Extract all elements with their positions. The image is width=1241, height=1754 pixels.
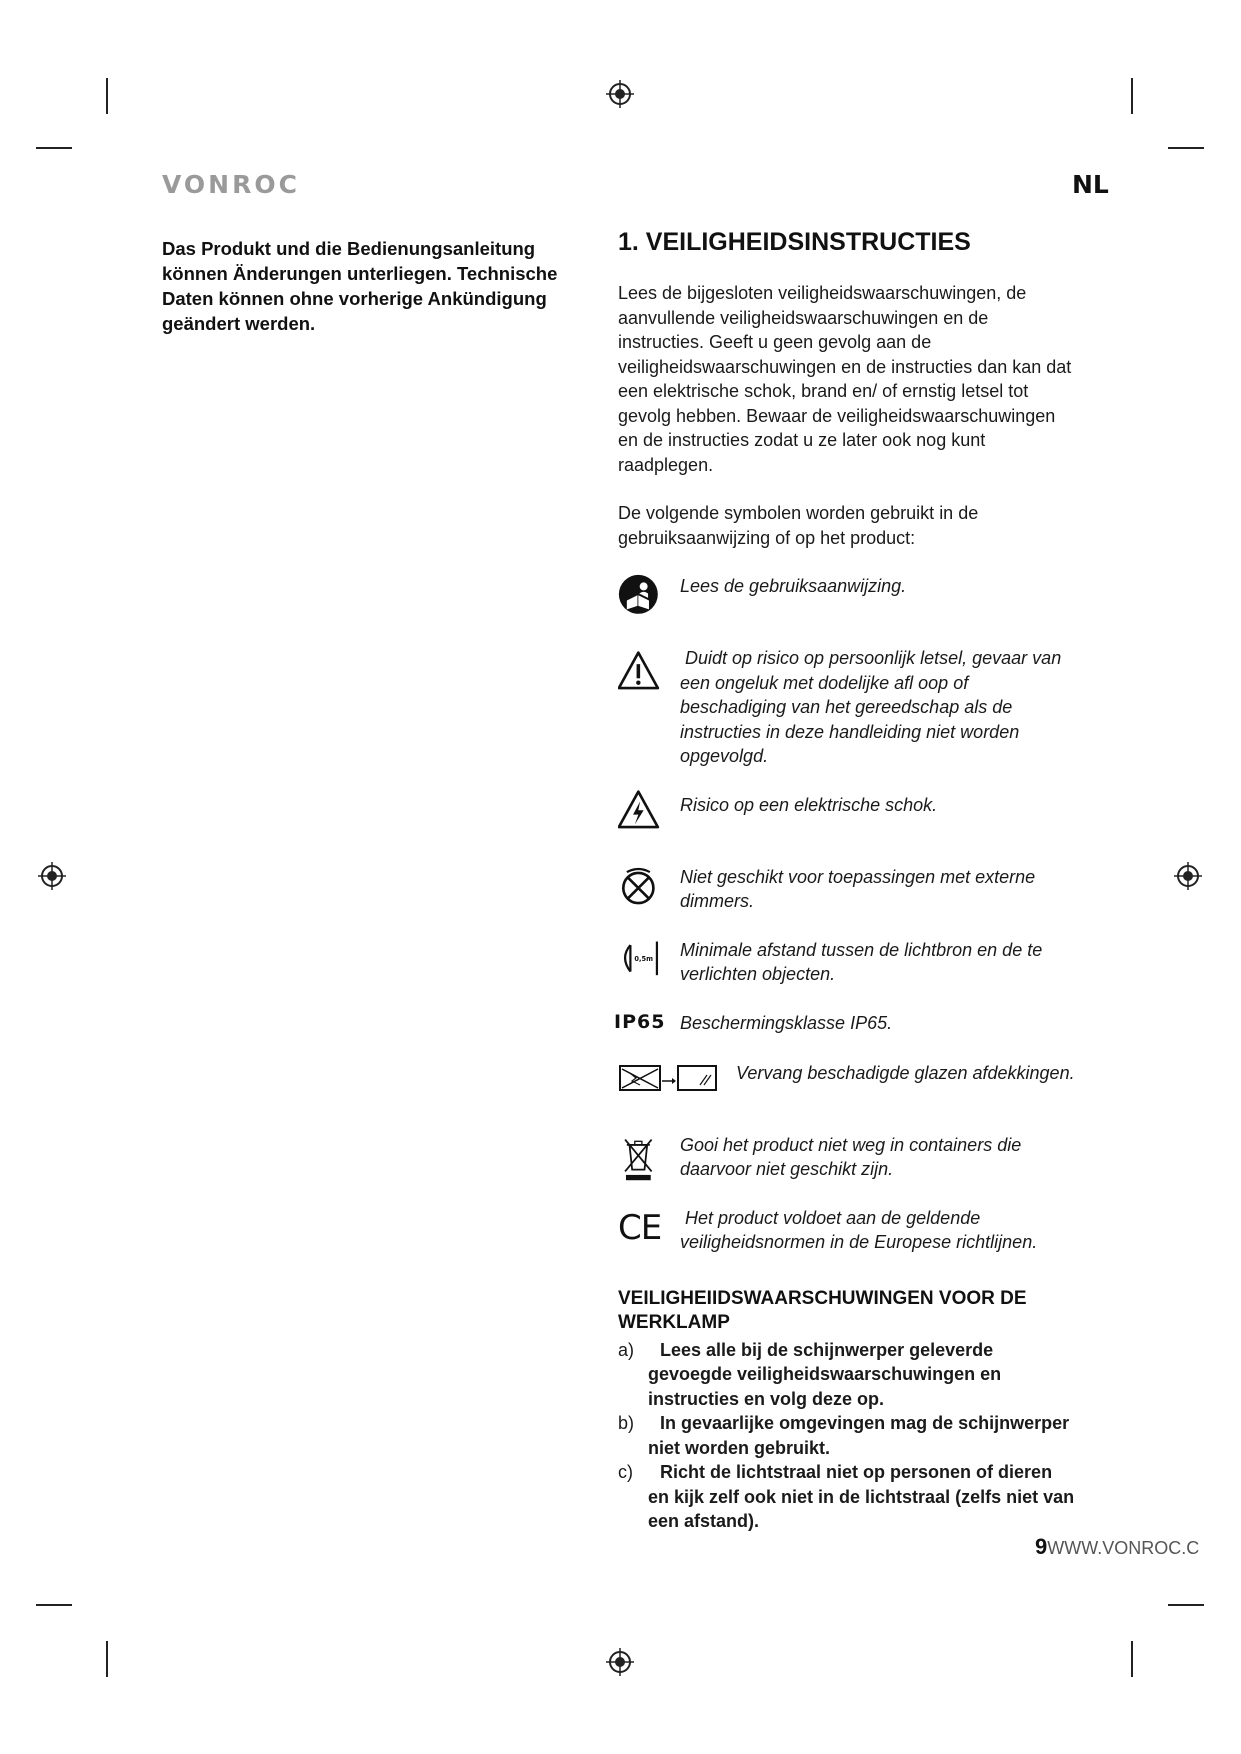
symbol-text: Niet geschikt voor toepassingen met externe dimmers. (680, 866, 1036, 911)
symbol-text: Duidt op risico op persoonlijk letsel, gevaar van een ongeluk met dodelijke afl oop of beschadiging van het gereedschap als de instructies in deze handleiding niet worden opgevolgd. (680, 648, 1062, 766)
symbol-row (618, 646, 1078, 769)
crop-mark (36, 1604, 72, 1606)
page-footer (1035, 1534, 1199, 1560)
symbol-text: Beschermingsklasse IP65. (680, 1012, 893, 1033)
page-number: 9 (1035, 1534, 1048, 1559)
left-note: Das Produkt und die Bedienungsanleitung können Änderungen unterliegen. Technische Daten können ohne vorherige Ankündigung geändert werden. (162, 238, 558, 334)
symbol-row (618, 1133, 1078, 1182)
list-text: In gevaarlijke omgevingen mag de schijnwerper niet worden gebruikt. (648, 1413, 1070, 1458)
intro-paragraph: Lees de bijgesloten veiligheidswaarschuwingen, de aanvullende veiligheidswaarschuwingen en de instructies. Geeft u geen gevolg aan de veiligheidswaarschuwingen en de instructies dan kan dat een elektrische schok, brand en/ of ernstig letsel tot gevolg hebben. Bewaar de veiligheidswaarschuwingen en de instructies zodat u ze later ook nog kunt raadplegen. (618, 283, 1072, 475)
main-column (614, 228, 1078, 1534)
symbol-text: Minimale afstand tussen de lichtbron en de te verlichten objecten. (680, 939, 1043, 984)
read-manual-icon (618, 574, 664, 620)
registration-mark-icon (606, 1648, 634, 1676)
electric-shock-icon (618, 789, 664, 835)
symbol-text: Risico op een elektrische schok. (680, 794, 938, 815)
symbol-text: Vervang beschadigde glazen afdekkingen. (736, 1062, 1075, 1083)
list-marker: c) (618, 1462, 633, 1482)
symbol-row (614, 1010, 1078, 1037)
symbol-text: Gooi het product niet weg in containers die daarvoor niet geschikt zijn. (680, 1134, 1022, 1179)
symbol-row (618, 574, 1078, 622)
no-dimmer-icon (618, 865, 664, 911)
symbol-text: Lees de gebruiksaanwijzing. (680, 576, 907, 596)
symbol-text: Het product voldoet aan de geldende veiligheidsnormen in de Europese richtlijnen. (680, 1207, 1038, 1252)
symbols-intro: De volgende symbolen worden gebruikt in de gebruiksaanwijzing of op het product: (618, 503, 979, 548)
symbol-row (618, 938, 1078, 987)
symbol-row (618, 793, 1078, 841)
section-title: 1. VEILIGHEIDSINSTRUCTIES (618, 228, 971, 256)
crop-mark (36, 147, 72, 149)
crop-mark (106, 78, 108, 114)
list-item (618, 1411, 1078, 1460)
min-distance-icon (618, 938, 664, 984)
registration-mark-icon (38, 862, 66, 890)
crop-mark (1131, 1641, 1133, 1677)
symbol-row (618, 1061, 1078, 1109)
brand-logo: VONROC (162, 170, 300, 199)
weee-bin-icon (618, 1133, 664, 1185)
registration-mark-icon (606, 80, 634, 108)
crop-mark (1131, 78, 1133, 114)
list-item (618, 1460, 1078, 1534)
website-url: WWW.VONROC.C (1047, 1538, 1200, 1558)
list-text: Lees alle bij de schijnwerper geleverde gevoegde veiligheidswaarschuwingen en instructies en volg deze op. (648, 1339, 1002, 1409)
replace-glass-icon (618, 1063, 718, 1093)
crop-mark (106, 1641, 108, 1677)
list-item (618, 1338, 1078, 1412)
distance-label: 0,5m (634, 954, 653, 963)
ce-mark-icon: CE (618, 1207, 662, 1248)
list-marker: a) (618, 1339, 635, 1360)
symbol-row (618, 1206, 1078, 1255)
warning-triangle-icon (618, 650, 664, 696)
crop-mark (1168, 147, 1204, 149)
crop-mark (1168, 1604, 1204, 1606)
list-text: Richt de lichtstraal niet op personen of dieren en kijk zelf ook niet in de lichtstraal (zelfs niet van een afstand). (648, 1462, 1075, 1531)
ip65-icon: IP65 (614, 1010, 666, 1033)
registration-mark-icon (1174, 862, 1202, 890)
language-code: NL (1072, 170, 1109, 199)
warnings-title: VEILIGHEIIDSWAARSCHUWINGEN VOOR DE WERKLAMP (618, 1287, 1027, 1333)
list-marker: b) (618, 1413, 635, 1433)
symbol-row (618, 865, 1078, 914)
